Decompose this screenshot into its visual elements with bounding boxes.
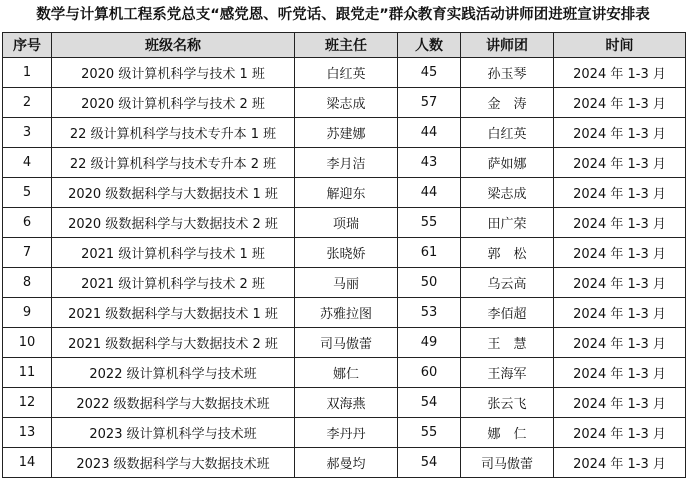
header-head-teacher: 班主任 (295, 33, 398, 58)
cell-class-name: 2020 级计算机科学与技术 1 班 (52, 58, 295, 88)
header-class-name: 班级名称 (52, 33, 295, 58)
document-title: 数学与计算机工程系党总支“感党恩、听党话、跟党走”群众教育实践活动讲师团进班宣讲安排表 (36, 7, 650, 23)
cell-index: 8 (3, 268, 52, 298)
cell-class-name: 2022 级计算机科学与技术班 (52, 358, 295, 388)
cell-headcount: 54 (398, 448, 461, 478)
cell-head-teacher: 苏建娜 (295, 118, 398, 148)
cell-head-teacher: 白红英 (295, 58, 398, 88)
cell-head-teacher: 项瑞 (295, 208, 398, 238)
cell-head-teacher: 解迎东 (295, 178, 398, 208)
cell-time: 2024 年 1-3 月 (554, 238, 686, 268)
table-row (3, 208, 686, 238)
cell-class-name: 2020 级数据科学与大数据技术 2 班 (52, 208, 295, 238)
cell-lecturer: 白红英 (461, 118, 554, 148)
header-index: 序号 (3, 33, 52, 58)
cell-head-teacher: 双海燕 (295, 388, 398, 418)
cell-headcount: 61 (398, 238, 461, 268)
cell-time: 2024 年 1-3 月 (554, 358, 686, 388)
cell-time: 2024 年 1-3 月 (554, 388, 686, 418)
table-body (3, 58, 686, 478)
cell-headcount: 50 (398, 268, 461, 298)
cell-index: 11 (3, 358, 52, 388)
cell-time: 2024 年 1-3 月 (554, 58, 686, 88)
cell-head-teacher: 李月洁 (295, 148, 398, 178)
header-row (3, 33, 686, 58)
cell-head-teacher: 司马傲蕾 (295, 328, 398, 358)
cell-index: 6 (3, 208, 52, 238)
cell-lecturer: 孙玉琴 (461, 58, 554, 88)
table-row (3, 178, 686, 208)
cell-head-teacher: 张晓娇 (295, 238, 398, 268)
table-row (3, 268, 686, 298)
cell-headcount: 54 (398, 388, 461, 418)
cell-time: 2024 年 1-3 月 (554, 298, 686, 328)
table-row (3, 448, 686, 478)
table-row (3, 58, 686, 88)
cell-lecturer: 田广荣 (461, 208, 554, 238)
cell-headcount: 49 (398, 328, 461, 358)
cell-headcount: 43 (398, 148, 461, 178)
cell-head-teacher: 郝曼均 (295, 448, 398, 478)
cell-headcount: 55 (398, 208, 461, 238)
cell-class-name: 2022 级数据科学与大数据技术班 (52, 388, 295, 418)
cell-class-name: 2023 级数据科学与大数据技术班 (52, 448, 295, 478)
table-row (3, 88, 686, 118)
cell-time: 2024 年 1-3 月 (554, 88, 686, 118)
cell-index: 12 (3, 388, 52, 418)
cell-index: 5 (3, 178, 52, 208)
cell-headcount: 44 (398, 118, 461, 148)
table-row (3, 238, 686, 268)
cell-lecturer: 司马傲蕾 (461, 448, 554, 478)
cell-index: 14 (3, 448, 52, 478)
cell-index: 3 (3, 118, 52, 148)
cell-index: 1 (3, 58, 52, 88)
cell-index: 13 (3, 418, 52, 448)
cell-class-name: 2021 级计算机科学与技术 1 班 (52, 238, 295, 268)
cell-lecturer: 金 涛 (461, 88, 554, 118)
cell-class-name: 2021 级计算机科学与技术 2 班 (52, 268, 295, 298)
cell-head-teacher: 李丹丹 (295, 418, 398, 448)
schedule-table (2, 32, 686, 478)
table-row (3, 328, 686, 358)
cell-class-name: 2021 级数据科学与大数据技术 1 班 (52, 298, 295, 328)
cell-index: 2 (3, 88, 52, 118)
header-headcount: 人数 (398, 33, 461, 58)
cell-lecturer: 梁志成 (461, 178, 554, 208)
cell-head-teacher: 梁志成 (295, 88, 398, 118)
cell-headcount: 44 (398, 178, 461, 208)
cell-class-name: 22 级计算机科学与技术专升本 1 班 (52, 118, 295, 148)
cell-headcount: 57 (398, 88, 461, 118)
cell-time: 2024 年 1-3 月 (554, 148, 686, 178)
table-row (3, 418, 686, 448)
cell-class-name: 2021 级数据科学与大数据技术 2 班 (52, 328, 295, 358)
cell-headcount: 60 (398, 358, 461, 388)
cell-index: 9 (3, 298, 52, 328)
cell-class-name: 2020 级计算机科学与技术 2 班 (52, 88, 295, 118)
cell-time: 2024 年 1-3 月 (554, 448, 686, 478)
cell-lecturer: 李佰超 (461, 298, 554, 328)
cell-lecturer: 娜 仁 (461, 418, 554, 448)
table-row (3, 148, 686, 178)
cell-time: 2024 年 1-3 月 (554, 328, 686, 358)
cell-index: 10 (3, 328, 52, 358)
cell-class-name: 2023 级计算机科学与技术班 (52, 418, 295, 448)
cell-head-teacher: 娜仁 (295, 358, 398, 388)
table-row (3, 118, 686, 148)
cell-time: 2024 年 1-3 月 (554, 118, 686, 148)
table-row (3, 298, 686, 328)
table-row (3, 358, 686, 388)
cell-head-teacher: 苏雅拉图 (295, 298, 398, 328)
cell-class-name: 2020 级数据科学与大数据技术 1 班 (52, 178, 295, 208)
cell-time: 2024 年 1-3 月 (554, 418, 686, 448)
cell-index: 4 (3, 148, 52, 178)
header-lecturer: 讲师团 (461, 33, 554, 58)
cell-head-teacher: 马丽 (295, 268, 398, 298)
header-time: 时间 (554, 33, 686, 58)
cell-class-name: 22 级计算机科学与技术专升本 2 班 (52, 148, 295, 178)
cell-lecturer: 张云飞 (461, 388, 554, 418)
table-row (3, 388, 686, 418)
cell-index: 7 (3, 238, 52, 268)
cell-headcount: 45 (398, 58, 461, 88)
cell-time: 2024 年 1-3 月 (554, 268, 686, 298)
cell-lecturer: 萨如娜 (461, 148, 554, 178)
cell-lecturer: 乌云高 (461, 268, 554, 298)
cell-lecturer: 王 慧 (461, 328, 554, 358)
cell-time: 2024 年 1-3 月 (554, 208, 686, 238)
cell-headcount: 53 (398, 298, 461, 328)
cell-lecturer: 郭 松 (461, 238, 554, 268)
cell-lecturer: 王海军 (461, 358, 554, 388)
cell-headcount: 55 (398, 418, 461, 448)
cell-time: 2024 年 1-3 月 (554, 178, 686, 208)
